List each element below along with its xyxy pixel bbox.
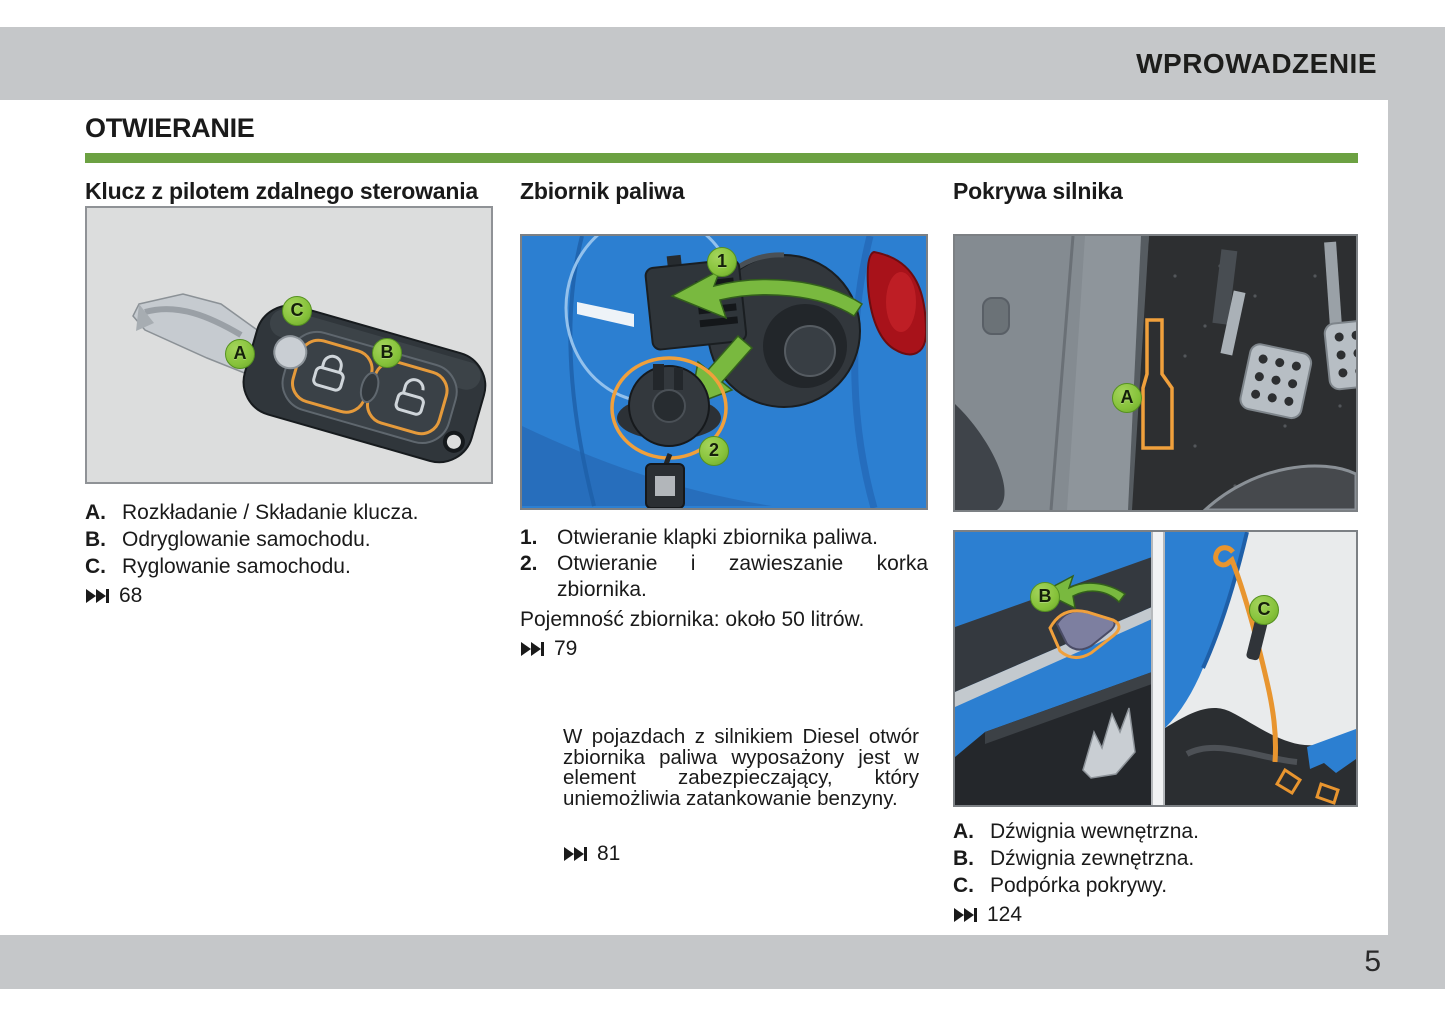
list-item: [953, 818, 1358, 845]
item-text: Podpórka pokrywy.: [990, 874, 1168, 897]
hood-badge-b: B: [1030, 582, 1060, 612]
item-label: B.: [85, 528, 106, 551]
fuel-page-ref: [520, 635, 928, 662]
item-label: A.: [953, 820, 974, 843]
list-item: [85, 526, 493, 553]
page-ref-number: 68: [119, 584, 143, 607]
tank-capacity-note: Pojemność zbiornika: około 50 litrów.: [520, 608, 865, 631]
page-ref-number: 124: [987, 903, 1023, 926]
column-key-heading: Klucz z pilotem zdalnego sterowania: [85, 178, 479, 204]
hood-legend-list: [953, 818, 1358, 899]
item-text: Dźwignia zewnętrzna.: [990, 847, 1195, 870]
fuel-badge-1: 1: [707, 247, 737, 277]
hood-open-illustration: [955, 532, 1356, 805]
key-legend-list: [85, 499, 493, 580]
chapter-title: WPROWADZENIE: [1136, 48, 1377, 79]
footwell-illustration: [955, 236, 1356, 510]
column-fuel: [520, 178, 928, 662]
page-ref-icon: [520, 641, 545, 657]
column-hood-heading: Pokrywa silnika: [953, 178, 1123, 204]
list-item: [85, 553, 493, 580]
item-label: C.: [85, 555, 106, 578]
footwell-badge-a: A: [1112, 383, 1142, 413]
column-key: [85, 178, 493, 609]
column-fuel-heading: Zbiornik paliwa: [520, 178, 685, 204]
hood-badge-c: C: [1249, 595, 1279, 625]
page-number: 5: [1364, 945, 1381, 978]
list-item: [953, 872, 1358, 899]
item-text: Ryglowanie samochodu.: [122, 555, 351, 578]
section-divider-rule: [85, 153, 1358, 163]
key-badge-c: C: [282, 296, 312, 326]
diesel-page-ref: [563, 840, 620, 867]
footwell-lever-figure: [953, 234, 1358, 512]
item-text: Odryglowanie samochodu.: [122, 528, 371, 551]
item-text: Dźwignia wewnętrzna.: [990, 820, 1199, 843]
page-ref-icon: [953, 907, 978, 923]
section-title: OTWIERANIE: [85, 113, 255, 143]
hood-open-figure: [953, 530, 1358, 807]
list-item: [953, 845, 1358, 872]
page-ref-number: 79: [554, 637, 578, 660]
key-badge-a: A: [225, 339, 255, 369]
item-label: A.: [85, 501, 106, 524]
item-label: B.: [953, 847, 974, 870]
fuel-legend-list: [520, 525, 928, 603]
list-item: [520, 551, 928, 603]
page-ref-icon: [563, 846, 588, 862]
fuel-badge-2: 2: [699, 436, 729, 466]
item-label: 1.: [520, 526, 538, 549]
key-remote-figure: [85, 206, 493, 484]
item-text: Otwieranie klapki zbiornika paliwa.: [557, 526, 878, 549]
key-remote-illustration: [87, 208, 491, 482]
column-hood: [953, 178, 1358, 928]
footer-bar: [0, 935, 1445, 989]
key-page-ref: [85, 582, 493, 609]
list-item: [520, 525, 928, 551]
fuel-tank-figure: [520, 234, 928, 510]
diesel-note-paragraph: W pojazdach z silnikiem Diesel otwór zbiornika paliwa wyposażony jest w element zabezpieczający, który uniemożliwia zatankowanie benzyny.: [563, 725, 919, 810]
right-margin-strip: [1388, 100, 1445, 935]
item-label: C.: [953, 874, 974, 897]
key-badge-b: B: [372, 338, 402, 368]
item-text: Rozkładanie / Składanie klucza.: [122, 501, 419, 524]
list-item: [85, 499, 493, 526]
item-text: Otwieranie i zawieszanie korka zbiornika.: [557, 552, 928, 601]
page-ref-icon: [85, 588, 110, 604]
page-ref-number: 81: [597, 842, 621, 865]
hood-page-ref: [953, 901, 1358, 928]
item-label: 2.: [520, 552, 538, 575]
